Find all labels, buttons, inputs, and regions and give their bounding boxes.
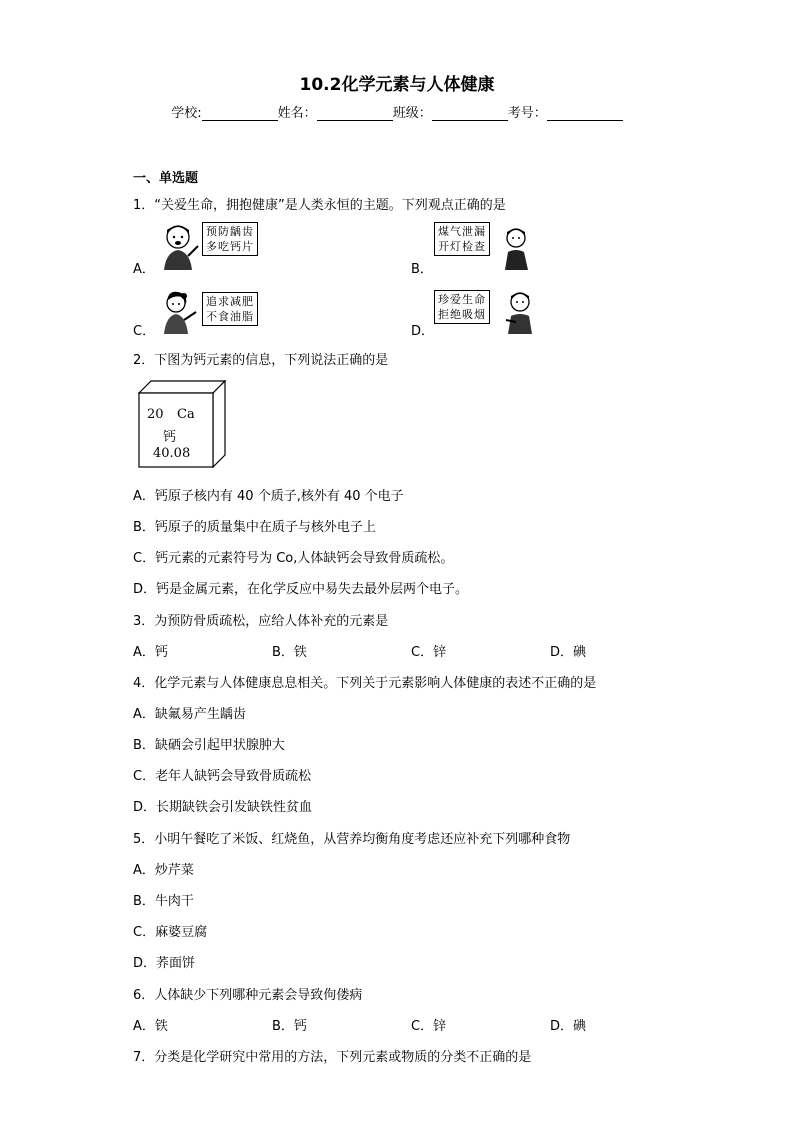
q2-option-a[interactable]: A．钙原子核内有 40 个质子,核外有 40 个电子 [133, 489, 404, 504]
q2-option-c[interactable]: C．钙元素的元素符号为 Co,人体缺钙会导致骨质疏松。 [133, 551, 454, 566]
number-label: 考号： [507, 106, 547, 121]
q2-option-b[interactable]: B．钙原子的质量集中在质子与核外电子上 [133, 520, 376, 535]
school-label: 学校: [171, 106, 202, 121]
question-1-stem: 1．“关爱生命，拥抱健康”是人类永恒的主题。下列观点正确的是 [133, 198, 506, 213]
q2-option-d[interactable]: D．钙是金属元素，在化学反应中易失去最外层两个电子。 [133, 582, 469, 597]
q5-option-d[interactable]: D．荞面饼 [133, 956, 196, 971]
person-d-icon [502, 290, 540, 336]
q3-option-c[interactable]: C．锌 [411, 645, 447, 660]
name-label: 姓名： [277, 106, 317, 121]
question-2-stem: 2．下图为钙元素的信息，下列说法正确的是 [133, 353, 389, 368]
q1-option-c-label[interactable]: C． [133, 324, 156, 339]
person-a-icon [158, 222, 200, 272]
q1-option-a-label[interactable]: A． [133, 262, 155, 277]
q6-option-a[interactable]: A．铁 [133, 1019, 168, 1034]
q5-option-a[interactable]: A．炒芹菜 [133, 863, 194, 878]
q4-option-c[interactable]: C．老年人缺钙会导致骨质疏松 [133, 769, 312, 784]
q1-option-d-bubble: 珍爱生命 拒绝吸烟 [434, 290, 490, 324]
q3-option-d[interactable]: D．碘 [550, 645, 587, 660]
q1-option-b-label[interactable]: B． [411, 262, 433, 277]
element-atomic-number: 20 [147, 407, 164, 422]
element-atomic-mass: 40.08 [153, 446, 191, 461]
class-blank[interactable] [432, 107, 508, 121]
question-7-stem: 7．分类是化学研究中常用的方法，下列元素或物质的分类不正确的是 [133, 1050, 532, 1065]
question-6-stem: 6．人体缺少下列哪种元素会导致佝偻病 [133, 988, 363, 1003]
class-label: 班级： [392, 106, 432, 121]
element-name: 钙 [163, 430, 177, 445]
q5-option-c[interactable]: C．麻婆豆腐 [133, 925, 208, 940]
person-b-icon [500, 226, 534, 272]
q1-option-a-bubble: 预防龋齿 多吃钙片 [202, 222, 258, 256]
q6-option-d[interactable]: D．碘 [550, 1019, 587, 1034]
question-5-stem: 5．小明午餐吃了米饭、红烧鱼，从营养均衡角度考虑还应补充下列哪种食物 [133, 832, 571, 847]
q6-option-c[interactable]: C．锌 [411, 1019, 447, 1034]
question-3-stem: 3．为预防骨质疏松，应给人体补充的元素是 [133, 614, 389, 629]
school-blank[interactable] [202, 107, 278, 121]
q4-option-d[interactable]: D．长期缺铁会引发缺铁性贫血 [133, 800, 313, 815]
page-title: 10.2化学元素与人体健康 [299, 75, 495, 95]
q1-option-b-bubble: 煤气泄漏 开灯检查 [434, 222, 490, 256]
q6-option-b[interactable]: B．钙 [272, 1019, 307, 1034]
q3-option-b[interactable]: B．铁 [272, 645, 307, 660]
student-info-line [0, 102, 794, 121]
question-4-stem: 4．化学元素与人体健康息息相关。下列关于元素影响人体健康的表述不正确的是 [133, 676, 597, 691]
section-title: 一、单选题 [133, 171, 199, 186]
element-symbol: Ca [177, 407, 195, 422]
q4-option-b[interactable]: B．缺硒会引起甲状腺肿大 [133, 738, 285, 753]
person-c-icon [156, 290, 198, 336]
number-blank[interactable] [547, 107, 623, 121]
name-blank[interactable] [317, 107, 393, 121]
q1-option-c-bubble: 追求减肥 不食油脂 [202, 292, 258, 326]
q3-option-a[interactable]: A．钙 [133, 645, 168, 660]
q5-option-b[interactable]: B．牛肉干 [133, 894, 194, 909]
q4-option-a[interactable]: A．缺氟易产生龋齿 [133, 707, 246, 722]
q1-option-d-label[interactable]: D． [411, 324, 435, 339]
